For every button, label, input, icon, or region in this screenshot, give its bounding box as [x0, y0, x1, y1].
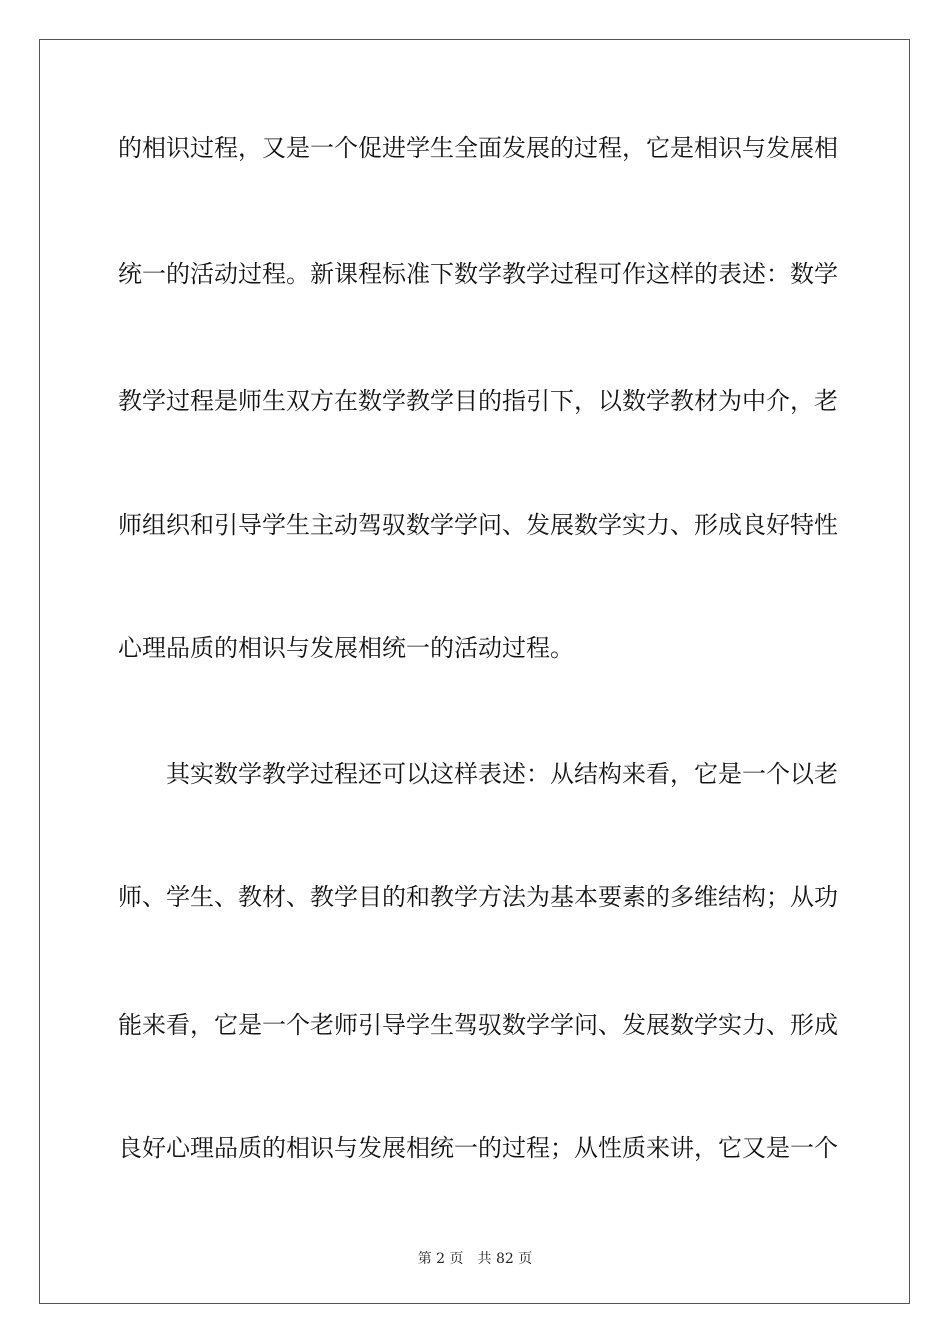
text-line: 师组织和引导学生主动驾驭数学学问、发展数学实力、形成良好特性: [118, 511, 838, 539]
text-line: 统一的活动过程。新课程标准下数学教学过程可作这样的表述：数学: [118, 260, 838, 288]
page-number: 第 2 页 共 82 页: [417, 1251, 533, 1267]
text-line: 师、学生、教材、教学目的和教学方法为基本要素的多维结构；从功: [118, 883, 838, 911]
text-line: 教学过程是师生双方在数学教学目的指引下，以数学教材为中介，老: [118, 387, 838, 415]
text-line: 心理品质的相识与发展相统一的活动过程。: [118, 634, 574, 662]
text-line: 能来看，它是一个老师引导学生驾驭数学学问、发展数学实力、形成: [118, 1011, 838, 1039]
paragraph-first-line: 其实数学教学过程还可以这样表述：从结构来看，它是一个以老: [166, 760, 838, 788]
text-line: 良好心理品质的相识与发展相统一的过程；从性质来讲，它又是一个: [118, 1134, 838, 1162]
page-border: [39, 39, 910, 1304]
text-line: 的相识过程，又是一个促进学生全面发展的过程，它是相识与发展相: [118, 134, 838, 162]
